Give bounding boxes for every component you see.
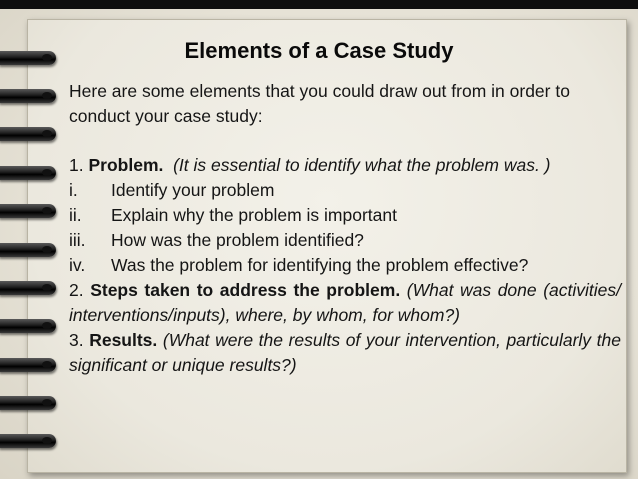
- intro-paragraph: Here are some elements that you could draw out from in order to conduct your case study:: [69, 81, 570, 126]
- list-marker: ii.: [69, 205, 82, 225]
- binder-ring-icon: [0, 434, 56, 448]
- binder-ring-icon: [0, 204, 56, 218]
- section-note: (What was done (activities/ interventions/inputs), where, by whom, for whom?): [69, 280, 621, 325]
- binder-rings: [0, 23, 60, 473]
- section-heading: Steps taken to address the problem.: [90, 280, 401, 300]
- section-number: 3.: [69, 330, 84, 350]
- list-item: [69, 178, 621, 203]
- binder-ring-icon: [0, 319, 56, 333]
- list-item: [69, 228, 621, 253]
- section-note: (What were the results of your intervention, particularly the significant or unique results?): [69, 330, 621, 375]
- section-1-heading: [69, 153, 621, 178]
- section-number: 2.: [69, 280, 84, 300]
- binder-ring-icon: [0, 281, 56, 295]
- list-marker: i.: [69, 180, 78, 200]
- section-note: (It is essential to identify what the problem was. ): [173, 155, 551, 175]
- binder-ring-icon: [0, 166, 56, 180]
- section-number: 1.: [69, 155, 84, 175]
- list-marker: iii.: [69, 230, 86, 250]
- slide-title: Elements of a Case Study: [184, 38, 454, 63]
- list-item-text: Explain why the problem is important: [111, 205, 397, 225]
- list-item-text: Was the problem for identifying the problem effective?: [111, 255, 529, 275]
- binder-ring-icon: [0, 89, 56, 103]
- section-2: [69, 278, 621, 328]
- binder-ring-icon: [0, 396, 56, 410]
- list-item-text: How was the problem identified?: [111, 230, 364, 250]
- binder-ring-icon: [0, 127, 56, 141]
- section-heading: Results.: [89, 330, 158, 350]
- section-heading: Problem.: [88, 155, 164, 175]
- binder-ring-icon: [0, 243, 56, 257]
- list-item: [69, 203, 621, 228]
- slide-body: [69, 79, 621, 378]
- list-item-text: Identify your problem: [111, 180, 275, 200]
- section-3: [69, 328, 621, 378]
- list-marker: iv.: [69, 255, 86, 275]
- list-item: [69, 253, 621, 278]
- binder-ring-icon: [0, 358, 56, 372]
